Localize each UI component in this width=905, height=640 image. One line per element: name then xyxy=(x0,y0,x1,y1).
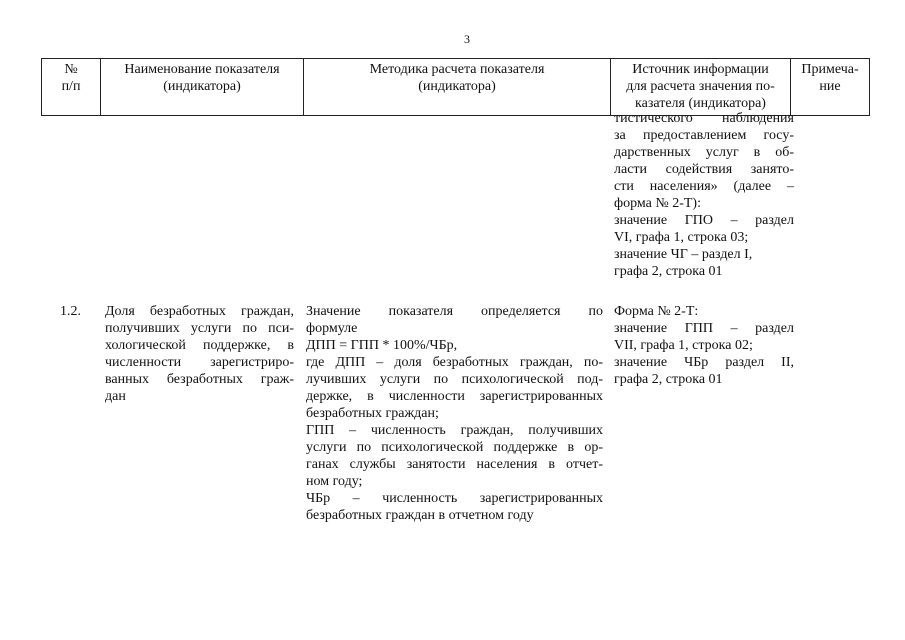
text-line: ванных безработных граж- xyxy=(105,372,294,387)
text-line: дан xyxy=(105,389,126,404)
text-line: графа 2, строка 01 xyxy=(614,264,723,279)
header-row xyxy=(42,59,870,116)
text-line: VI, графа 1, строка 03; xyxy=(614,230,749,245)
method-cell xyxy=(306,303,603,524)
text-line: графа 2, строка 01 xyxy=(614,372,723,387)
table-header xyxy=(41,58,870,116)
text-line: ГПП – численность граждан, получивших xyxy=(306,423,603,438)
text-line: сти населения» (далее – xyxy=(614,179,794,194)
header-line: (индикатора) xyxy=(163,79,241,94)
text-line: значение ЧБр раздел II, xyxy=(614,355,794,370)
text-line: за предоставлением госу- xyxy=(614,128,794,143)
text-line: Доля безработных граждан, xyxy=(105,304,294,319)
text-line: значение ГПО – раздел xyxy=(614,213,794,228)
header-line: (индикатора) xyxy=(418,79,496,94)
header-method xyxy=(304,59,611,116)
text-line: ганах службы занятости населения в отчет- xyxy=(306,457,603,472)
continued-source-cell xyxy=(614,110,794,280)
text-line: Форма № 2-Т: xyxy=(614,304,699,319)
header-note xyxy=(791,59,870,116)
text-line: Значение показателя определяется по xyxy=(306,304,603,319)
formula: ДПП = ГПП * 100%/ЧБр, xyxy=(306,338,458,353)
text-line: держке, в численности зарегистрированных xyxy=(306,389,603,404)
text-line: ном году; xyxy=(306,474,363,489)
text-line: безработных граждан в отчетном году xyxy=(306,508,534,523)
header-line: казателя (индикатора) xyxy=(635,96,766,111)
header-source xyxy=(611,59,791,116)
text-line: форма № 2-Т): xyxy=(614,196,701,211)
text-line: численности зарегистриро- xyxy=(105,355,294,370)
row-number: 1.2. xyxy=(60,304,81,319)
text-line: где ДПП – доля безработных граждан, по- xyxy=(306,355,603,370)
text-line: получивших услуги по пси- xyxy=(105,321,294,336)
text-line: значение ЧГ – раздел I, xyxy=(614,247,753,262)
header-line: Источник информации xyxy=(632,62,769,77)
header-line: Примеча- xyxy=(801,62,859,77)
header-line: для расчета значения по- xyxy=(626,79,775,94)
text-line: VII, графа 1, строка 02; xyxy=(614,338,753,353)
header-indicator-name xyxy=(101,59,304,116)
header-line: ние xyxy=(819,79,841,94)
header-line: № xyxy=(64,62,78,77)
header-line: Наименование показателя xyxy=(124,62,280,77)
text-line: дарственных услуг в об- xyxy=(614,145,794,160)
header-line: п/п xyxy=(61,79,81,94)
text-line: безработных граждан; xyxy=(306,406,439,421)
text-line: услуги по психологической поддержке в ор- xyxy=(306,440,603,455)
text-line: хологической поддержке, в xyxy=(105,338,294,353)
header-number xyxy=(42,59,101,116)
header-line: Методика расчета показателя xyxy=(369,62,545,77)
text-line: ласти содействия занято- xyxy=(614,162,794,177)
text-line: лучивших услуги по психологической под- xyxy=(306,372,603,387)
text-line: ЧБр – численность зарегистрированных xyxy=(306,491,603,506)
row-number-cell xyxy=(60,303,100,320)
text-line: тистического наблюдения xyxy=(614,111,794,126)
indicator-name-cell xyxy=(105,303,294,405)
text-line: значение ГПП – раздел xyxy=(614,321,794,336)
source-cell xyxy=(614,303,794,388)
page-number: 3 xyxy=(464,32,470,46)
text-line: формуле xyxy=(306,321,358,336)
